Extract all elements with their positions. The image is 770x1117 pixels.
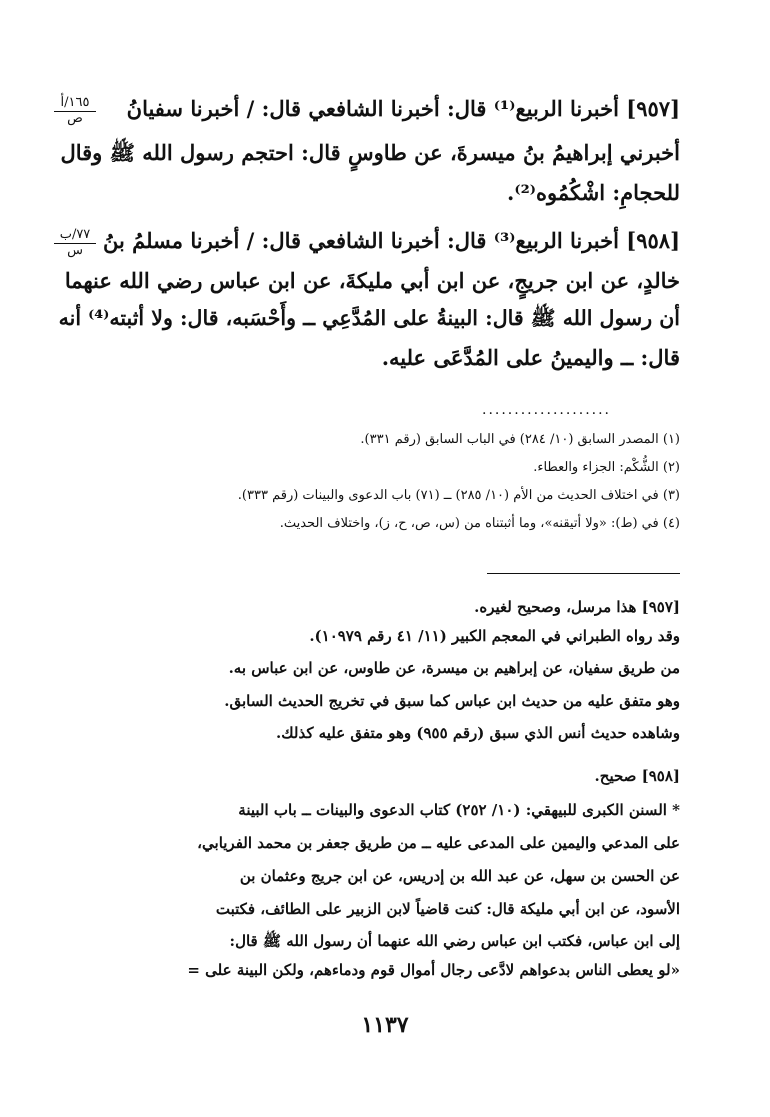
takhrij-957-line-5: وشاهده حديث أنس الذي سبق (رقم ٩٥٥) وهو متفق عليه كذلك.: [276, 724, 680, 742]
takhrij-958-line-3: على المدعي واليمين على المدعى عليه ــ من طريق جعفر بن محمد الفريابي،: [197, 834, 680, 852]
margin-ref-958-top: ٧٧/ب: [54, 228, 96, 244]
takhrij-958-line-6: إلى ابن عباس، فكتب ابن عباس رضي الله عنهما أن رسول الله ﷺ قال:: [229, 932, 680, 950]
takhrij-957-line-1: [٩٥٧] هذا مرسل، وصحيح لغيره.: [474, 598, 680, 616]
hadith-957-line-3: للحجامِ: اشْكُمُوه⁽²⁾.: [507, 180, 680, 205]
margin-ref-957-top: ١٦٥/أ: [54, 96, 96, 112]
hadith-957-line-1: [٩٥٧] أخبرنا الربيع⁽¹⁾ قال: أخبرنا الشافعي قال: / أخبرنا سفيانُ: [126, 96, 680, 121]
footnote-separator: ....................: [482, 402, 612, 418]
takhrij-958-line-1: [٩٥٨] صحيح.: [594, 767, 680, 785]
page-number: ١١٣٧: [361, 1012, 409, 1038]
hadith-958-line-4: قال: ــ واليمينُ على المُدَّعَى عليه.: [381, 345, 680, 370]
margin-ref-957-bottom: ص: [67, 111, 83, 126]
takhrij-958-line-4: عن الحسن بن سهل، عن عبد الله بن إدريس، عن ابن جريج وعثمان بن: [239, 867, 680, 885]
takhrij-958-line-2: * السنن الكبرى للبيهقي: (١٠/ ٢٥٢) كتاب الدعوى والبينات ــ باب البينة: [238, 801, 680, 819]
takhrij-957-line-4: وهو متفق عليه من حديث ابن عباس كما سبق في تخريج الحديث السابق.: [224, 692, 680, 710]
hadith-958-line-1: [٩٥٨] أخبرنا الربيع⁽³⁾ قال: أخبرنا الشافعي قال: / أخبرنا مسلمُ بنُ: [102, 228, 680, 253]
hadith-958-line-3: أن رسول الله ﷺ قال: البينةُ على المُدَّعِي ــ وأَحْسَبه، قال: ولا أثبته⁽⁴⁾ أنه: [58, 306, 680, 330]
takhrij-957-line-2: وقد رواه الطبراني في المعجم الكبير (١١/ ٤١ رقم ١٠٩٧٩).: [309, 627, 680, 645]
footnote-4: (٤) في (ط): «ولا أتيقنه»، وما أثبتناه من (س، ص، ح، ز)، واختلاف الحديث.: [279, 516, 680, 531]
takhrij-958-line-5: الأسود، عن ابن أبي مليكة قال: كنت قاضياً لابن الزبير على الطائف، فكتبت: [215, 900, 680, 918]
takhrij-divider: [487, 573, 680, 574]
hadith-958-line-2: خالدٍ، عن ابن جريجٍ، عن ابن أبي مليكةَ، عن ابن عباس رضي الله عنهما: [64, 268, 680, 293]
footnote-3: (٣) في اختلاف الحديث من الأم (١٠/ ٢٨٥) ــ (٧١) باب الدعوى والبينات (رقم ٣٣٣).: [237, 488, 680, 503]
takhrij-958-line-7: «لو يعطى الناس بدعواهم لادَّعى رجال أموال قوم ودماءهم، ولكن البينة على =: [187, 961, 680, 979]
margin-ref-958-bottom: س: [67, 243, 83, 258]
footnote-2: (٢) الشُّكْم: الجزاء والعطاء.: [533, 460, 680, 475]
margin-reference-957: [54, 96, 96, 126]
footnote-1: (١) المصدر السابق (١٠/ ٢٨٤) في الباب السابق (رقم ٣٣١).: [360, 432, 680, 447]
margin-reference-958: [54, 228, 96, 258]
hadith-957-line-2: أخبرني إبراهيمُ بنُ ميسرةَ، عن طاوسٍ قال: احتجم رسول الله ﷺ وقال: [60, 140, 680, 165]
takhrij-957-line-3: من طريق سفيان، عن إبراهيم بن ميسرة، عن طاوس، عن ابن عباس به.: [228, 659, 680, 677]
